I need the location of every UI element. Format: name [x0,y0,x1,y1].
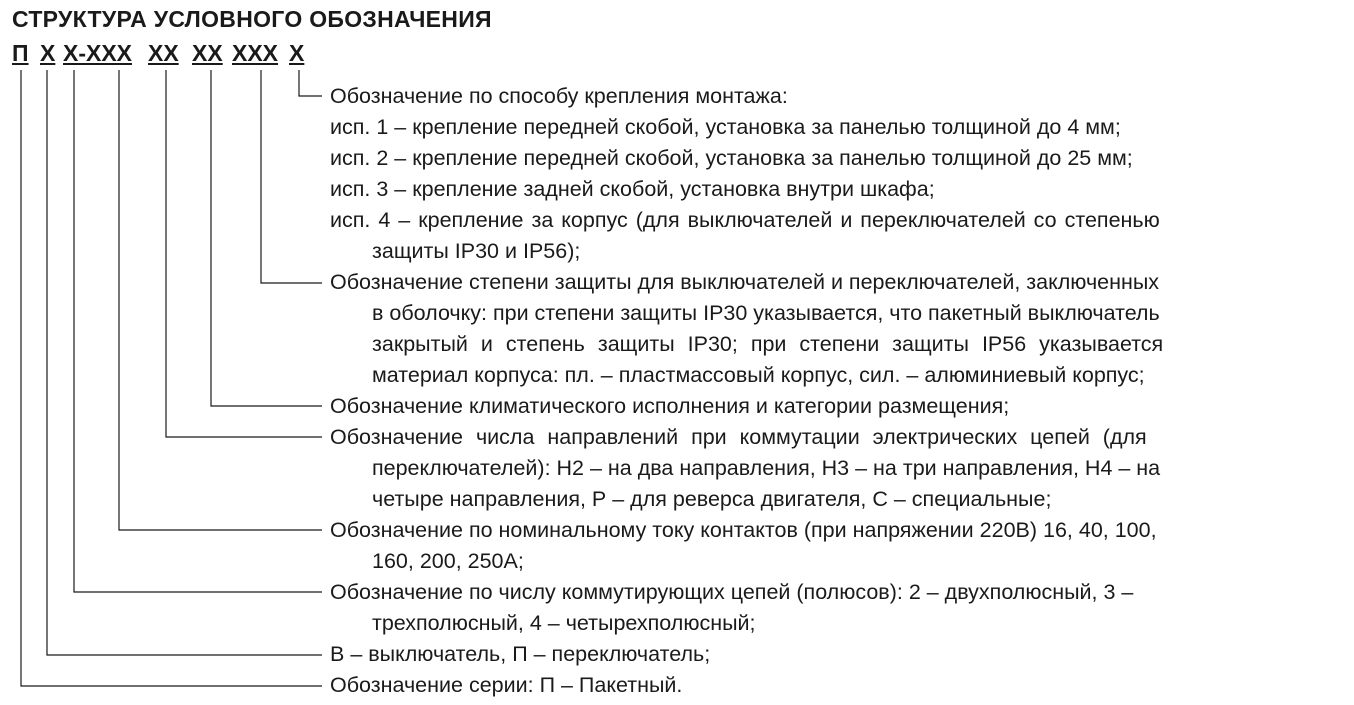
poles-heading: Обозначение по числу коммутирующих цепей (полюсов): 2 – двухполюсный, 3 – [330,580,1134,604]
mounting-option-4-cont: защиты IP30 и IP56); [372,239,581,263]
page-title: СТРУКТУРА УСЛОВНОГО ОБОЗНАЧЕНИЯ [12,6,492,32]
protection-text-1: в оболочку: при степени защиты IP30 указывается, что пакетный выключатель [372,301,1160,325]
code-protection: ХХХ [232,40,279,66]
protection-text-2: закрытый и степень защиты IP30; при степени защиты IP56 указывается [372,332,1164,356]
directions-heading: Обозначение числа направлений при коммутации электрических цепей (для [330,425,1147,449]
mounting-heading: Обозначение по способу крепления монтажа: [330,84,788,108]
leader-directions [166,70,322,437]
code-climate: ХХ [192,40,223,66]
leader-poles [74,70,322,592]
mounting-option-2: исп. 2 – крепление передней скобой, установка за панелью толщиной до 25 мм; [330,146,1133,170]
directions-text-1: переключателей): Н2 – на два направления, Н3 – на три направления, Н4 – на [372,456,1161,480]
type-description: В – выключатель, П – переключатель; [330,642,711,666]
mounting-option-4: исп. 4 – крепление за корпус (для выключателей и переключателей со степенью [330,208,1160,232]
leader-protection [261,70,322,283]
code-series: П [12,40,29,66]
code-directions: ХХ [148,40,179,66]
leader-mounting [299,70,322,96]
mounting-option-1: исп. 1 – крепление передней скобой, установка за панелью толщиной до 4 мм; [330,115,1121,139]
protection-text-3: материал корпуса: пл. – пластмассовый корпус, сил. – алюминиевый корпус; [372,363,1145,387]
leader-type [47,70,322,655]
current-heading: Обозначение по номинальному току контактов (при напряжении 220В) 16, 40, 100, [330,518,1157,542]
code-type: Х [40,40,56,66]
mounting-option-3: исп. 3 – крепление задней скобой, установка внутри шкафа; [330,177,935,201]
poles-text: трехполюсный, 4 – четырехполюсный; [372,611,756,635]
leader-series [21,70,322,686]
leader-current [119,70,322,530]
climate-heading: Обозначение климатического исполнения и категории размещения; [330,394,1010,418]
protection-heading: Обозначение степени защиты для выключателей и переключателей, заключенных [330,270,1160,294]
code-mounting: Х [289,40,305,66]
code-poles-current: Х-ХХХ [63,40,133,66]
current-text: 160, 200, 250А; [372,549,524,573]
directions-text-2: четыре направления, Р – для реверса двигателя, С – специальные; [372,487,1052,511]
series-description: Обозначение серии: П – Пакетный. [330,673,683,697]
leader-climate [211,70,322,406]
